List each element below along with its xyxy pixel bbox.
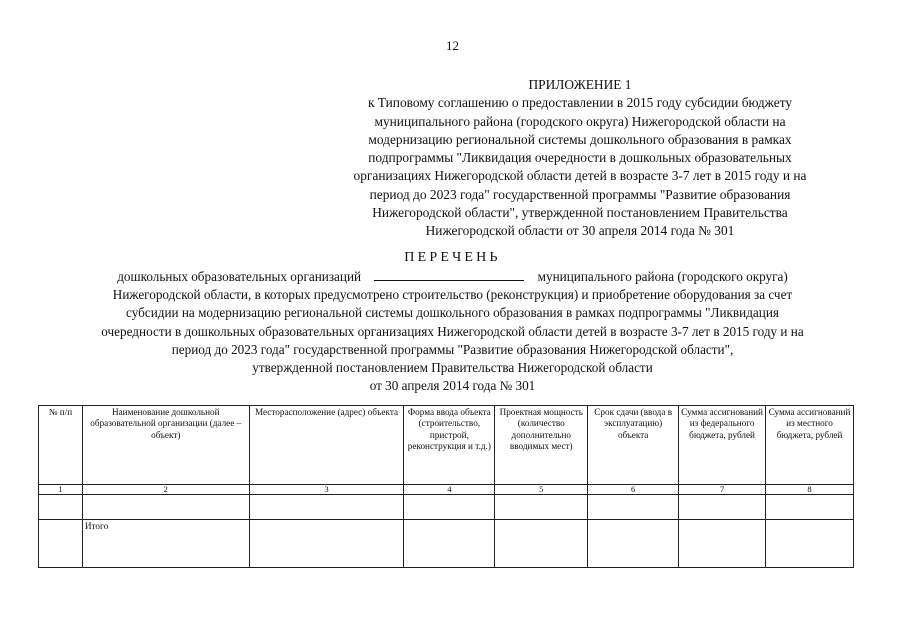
appendix-line: Нижегородской области", утвержденной постановлением Правительства [372, 205, 788, 221]
column-number: 6 [588, 485, 679, 495]
column-number: 1 [39, 485, 83, 495]
column-number: 7 [679, 485, 766, 495]
appendix-line: Нижегородской области от 30 апреля 2014 года № 301 [425, 223, 735, 239]
appendix-line: период до 2023 года" государственной программы "Развитие образования [369, 186, 791, 202]
table-cell [766, 495, 854, 520]
table-cell [495, 520, 588, 568]
blank-fill-line [374, 268, 524, 281]
document-subtitle [20, 268, 885, 395]
column-header: № п/п [39, 406, 83, 485]
table-cell [404, 495, 495, 520]
column-number: 5 [495, 485, 588, 495]
page-number: 12 [446, 38, 459, 53]
table-cell [588, 495, 679, 520]
column-number-row [39, 485, 854, 495]
table-cell [404, 520, 495, 568]
appendix-line: организациях Нижегородской области детей в возрасте 3-7 лет в 2015 году и на [353, 168, 807, 184]
column-header: Наименование дошкольной образовательной организации (далее – объект) [82, 406, 249, 485]
table-cell [39, 520, 83, 568]
table-cell [249, 520, 404, 568]
appendix-line: муниципального района (городского округа) Нижегородской области на [374, 113, 786, 129]
column-header: Сумма ассигнований из федерального бюджета, рублей [679, 406, 766, 485]
column-number: 2 [82, 485, 249, 495]
document-title: ПЕРЕЧЕНЬ [404, 250, 501, 265]
table-cell [679, 520, 766, 568]
subtitle-line-1 [20, 268, 885, 286]
subtitle-line: период до 2023 года" государственной программы "Развитие образования Нижегородской области", [171, 341, 734, 357]
column-header: Проектная мощность (количество дополнительно вводимых мест) [495, 406, 588, 485]
appendix-heading: ПРИЛОЖЕНИЕ 1 [528, 77, 632, 92]
table-cell [679, 495, 766, 520]
column-header: Месторасположение (адрес) объекта [249, 406, 404, 485]
appendix-block [300, 76, 860, 241]
subtitle-line: субсидии на модернизацию региональной системы дошкольного образования в рамках подпрограммы "Ликвидация [126, 305, 779, 321]
subtitle-line: утвержденной постановлением Правительства Нижегородской области [252, 360, 653, 376]
subtitle-text-before-blank: дошкольных образовательных организаций [117, 269, 362, 284]
subtitle-text-after-blank: муниципального района (городского округа) [537, 269, 788, 284]
column-header: Сумма ассигнований из местного бюджета, рублей [766, 406, 854, 485]
table-cell [588, 520, 679, 568]
column-number: 4 [404, 485, 495, 495]
table-cell [82, 495, 249, 520]
organizations-table [38, 405, 854, 568]
table-header-row [39, 406, 854, 485]
subtitle-line: очередности в дошкольных образовательных организациях Нижегородской области детей в возрасте 3-7 лет в 2015 году и на [101, 323, 804, 339]
subtitle-line: от 30 апреля 2014 года № 301 [369, 378, 536, 394]
table-row [39, 495, 854, 520]
appendix-line: модернизацию региональной системы дошкольного образования в рамках [368, 131, 792, 147]
table-cell [766, 520, 854, 568]
table-cell [39, 495, 83, 520]
appendix-line: к Типовому соглашению о предоставлении в 2015 году субсидии бюджету [367, 95, 793, 111]
total-row [39, 520, 854, 568]
column-header: Срок сдачи (ввода в эксплуатацию) объекта [588, 406, 679, 485]
column-number: 8 [766, 485, 854, 495]
column-number: 3 [249, 485, 404, 495]
total-label: Итого [82, 520, 249, 568]
table-cell [495, 495, 588, 520]
appendix-line: подпрограммы "Ликвидация очередности в дошкольных образовательных [368, 150, 792, 166]
subtitle-line: Нижегородской области, в которых предусмотрено строительство (реконструкция) и приобретение оборудования за счет [112, 287, 793, 303]
table-cell [249, 495, 404, 520]
column-header: Форма ввода объекта (строительство, пристрой, реконструкция и т.д.) [404, 406, 495, 485]
